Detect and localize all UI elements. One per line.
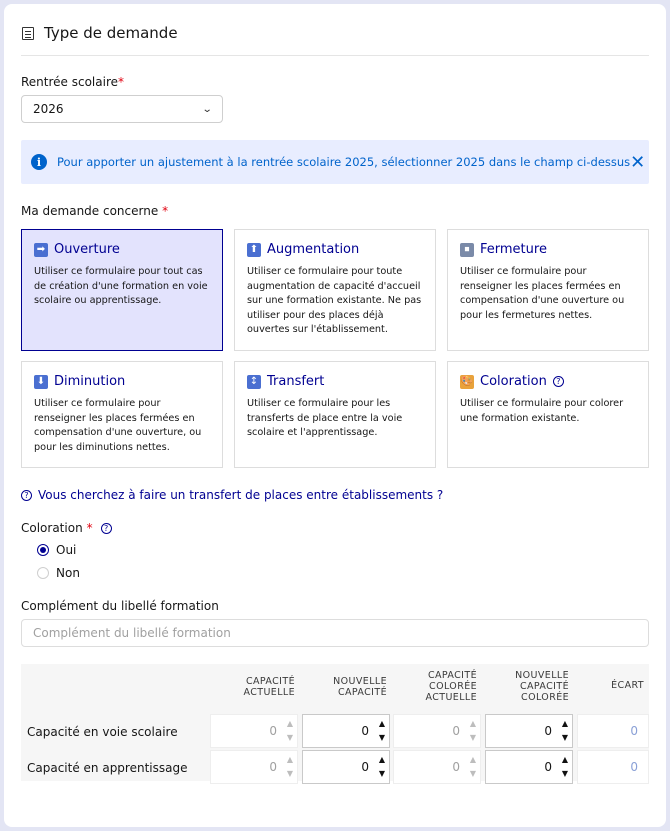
demande-label [21,204,168,218]
radio-non[interactable] [37,566,80,580]
column-header: NOUVELLE CAPACITÉ COLORÉE [515,670,569,703]
arrow-down-icon: ⬇ [34,375,48,389]
up-down-arrow-icon: ↕ [247,375,261,389]
tile-description: Utiliser ce formulaire pour renseigner les places fermées en compensation d'une ouverture ou pour les fermetures nettes. [460,266,625,321]
tile-description: Utiliser ce formulaire pour toute augmentation de capacité d'accueil sur une formation existante. Ne pas utiliser pour des places déjà ouvertes sur l'établissement. [247,266,422,335]
arrow-right-icon: ➡ [34,243,48,257]
capacite-coloree-actuelle-input: 0 ▲ ▼ [393,750,481,784]
tile-title: Augmentation [267,242,360,257]
help-icon[interactable]: ? [553,376,564,387]
transfer-link-text: Vous cherchez à faire un transfert de places entre établissements ? [38,488,444,502]
row-label: Capacité en apprentissage [27,761,188,775]
column-header: CAPACITÉ ACTUELLE [243,676,295,698]
tile-description: Utiliser ce formulaire pour tout cas de création d'une formation en voie scolaire ou apprentissage. [34,266,208,306]
tile-ouverture[interactable] [21,229,223,351]
nouvelle-capacite-coloree-input[interactable]: 0 ▲ ▼ [485,750,573,784]
tile-description: Utiliser ce formulaire pour les transferts de place entre la voie scolaire et l'apprentissage. [247,398,403,438]
rentree-label [21,75,124,89]
tile-transfert[interactable] [234,361,436,468]
tile-augmentation[interactable] [234,229,436,351]
transfer-link[interactable] [21,488,443,502]
radio-oui[interactable] [37,543,76,557]
capacite-coloree-actuelle-input: 0 ▲ ▼ [393,714,481,748]
document-icon [22,27,34,40]
ecart-value: 0 [577,750,649,784]
complement-label: Complément du libellé formation [21,599,219,613]
stop-icon: ⏹ [460,243,474,257]
capacity-table [21,664,649,781]
demande-label-text: Ma demande concerne [21,204,159,218]
info-icon: i [31,154,47,170]
tile-title: Diminution [54,374,126,389]
palette-icon: 🎨 [460,376,474,387]
column-header: NOUVELLE CAPACITÉ [333,676,387,698]
section-title: Type de demande [44,24,178,42]
tile-title: Fermeture [480,242,547,257]
divider [21,55,649,56]
arrow-up-icon: ⬆ [247,243,261,257]
required-mark: * [86,521,93,535]
tile-title: Ouverture [54,242,120,257]
radio-button-selected[interactable] [37,544,49,556]
radio-button[interactable] [37,567,49,579]
radio-label: Oui [56,543,77,557]
nouvelle-capacite-input[interactable]: 0 ▲ ▼ [302,750,390,784]
ecart-value: 0 [577,714,649,748]
required-mark: * [162,204,169,218]
info-alert [21,140,649,184]
tile-title: Coloration [480,374,547,389]
chevron-down-icon: ⌄ [201,103,213,115]
capacite-actuelle-input: 0 ▲ ▼ [210,750,298,784]
tile-fermeture[interactable] [447,229,649,351]
help-icon[interactable]: ? [101,523,112,534]
tile-description: Utiliser ce formulaire pour renseigner les places fermées en compensation d'une ouverture, ou pour les diminutions nettes. [34,398,202,453]
rentree-label-text: Rentrée scolaire [21,75,119,89]
help-icon: ? [21,490,32,501]
tile-coloration[interactable] [447,361,649,468]
section-header [22,24,178,42]
nouvelle-capacite-coloree-input[interactable]: 0 ▲ ▼ [485,714,573,748]
capacite-actuelle-input: 0 ▲ ▼ [210,714,298,748]
alert-message: Pour apporter un ajustement à la rentrée scolaire 2025, sélectionner 2025 dans le champ ci-dessus [57,155,631,169]
column-header: CAPACITÉ COLORÉE ACTUELLE [425,670,477,703]
complement-input[interactable] [21,619,649,647]
tile-diminution[interactable] [21,361,223,468]
close-icon[interactable]: ✕ [630,151,646,173]
tile-title: Transfert [267,374,325,389]
coloration-label-text: Coloration [21,521,83,535]
rentree-select[interactable] [21,95,223,123]
radio-label: Non [56,566,80,580]
tile-description: Utiliser ce formulaire pour colorer une formation existante. [460,398,624,424]
column-header: ÉCART [611,680,644,691]
form-card [4,4,666,827]
required-mark: * [118,75,125,89]
complement-placeholder: Complément du libellé formation [33,626,231,640]
nouvelle-capacite-input[interactable]: 0 ▲ ▼ [302,714,390,748]
rentree-select-value: 2026 [33,102,64,116]
coloration-label [21,521,112,535]
row-label: Capacité en voie scolaire [27,725,178,739]
